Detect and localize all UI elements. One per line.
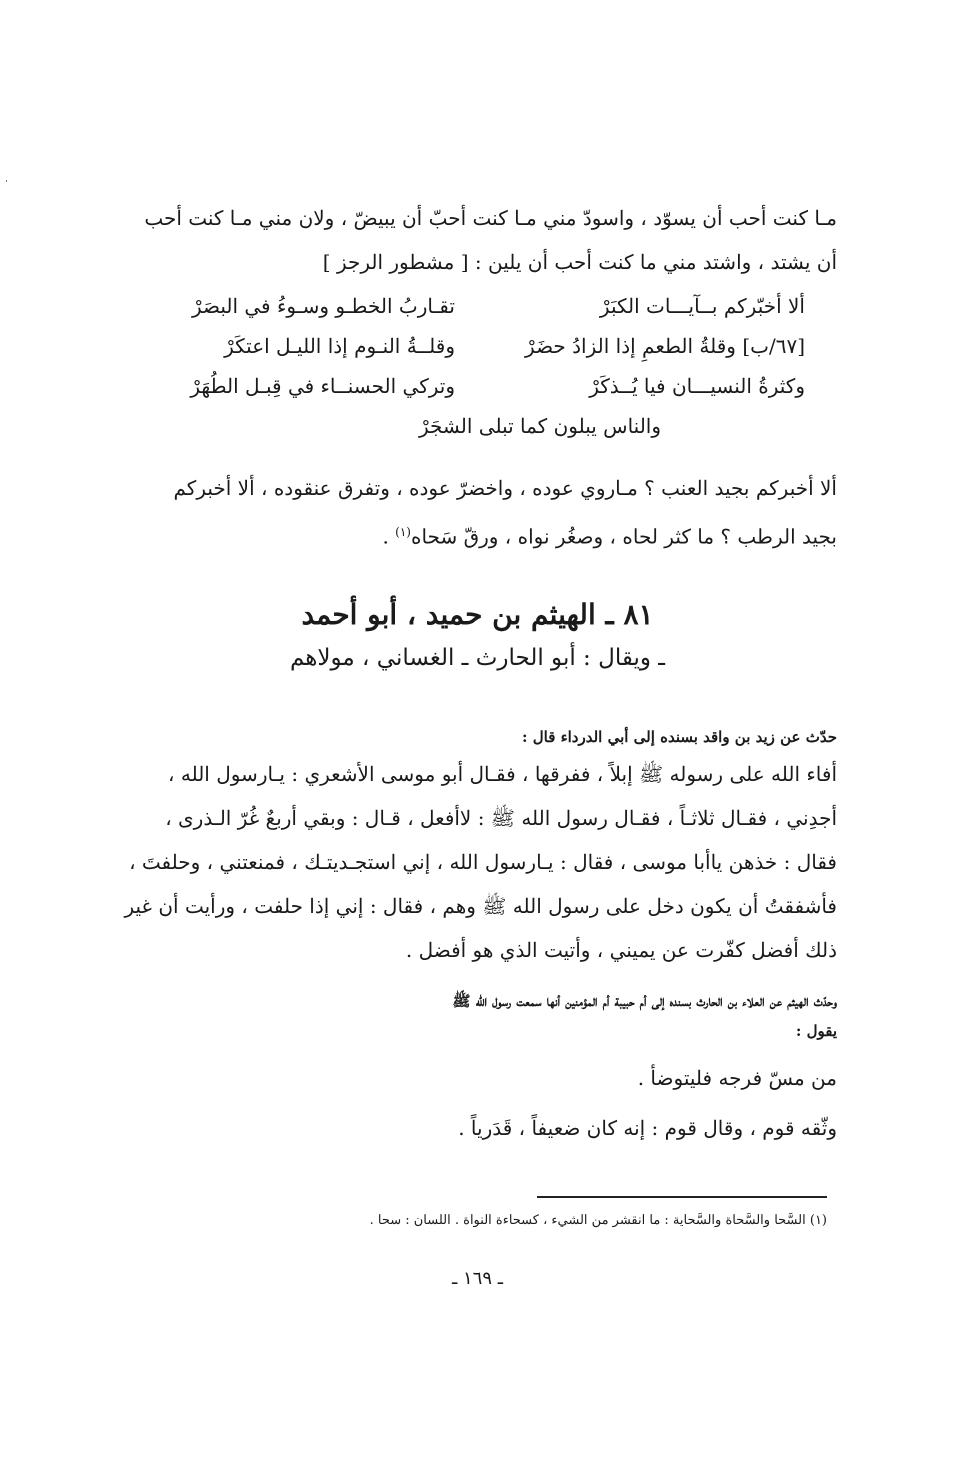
page-number: ـ ١٦٩ ـ: [451, 1268, 503, 1289]
second-line-2-end: .: [382, 524, 396, 549]
hadith-1-line-5: ذلك أفضل كفّرت عن يميني ، وأتيت الذي هو أفضل .: [405, 938, 837, 962]
intro-paragraph: [117, 196, 837, 284]
verse-1-first-hemistich: ألا أخبّركم بــآيـــات الكبَرْ: [599, 294, 805, 318]
second-line-1: ألا أخبركم بجيد العنب ؟ مـاروي عوده ، واخضرّ عوده ، وتفرق عنقوده ، ألا أخبركم: [173, 476, 837, 500]
hadith-1-line-2: أجدِني ، فقـال ثلاثـاً ، فقـال رسول الله ﷺ : لاأفعل ، قـال : وبقي أربعٌ غُرّ الـذرى ،: [165, 806, 837, 830]
footnote-1: (١) السَّحا والسَّحاة والسَّحاية : ما انقشر من الشيء ، كسحاءة النواة . اللسان : سحا .: [369, 1213, 827, 1228]
closing-block: [117, 1106, 837, 1150]
hadith-1-line-3: فقال : خذهن ياأبا موسى ، فقال : يـارسول الله ، إني استجـديتـك ، فمنعتني ، وحلفتَ ،: [129, 850, 837, 874]
hadith-1-line-4: فأشفقتُ أن يكون دخل على رسول الله ﷺ وهم ، فقال : إني إذا حلفت ، ورأيت أن غير: [124, 894, 837, 918]
intro-line-2: أن يشتد ، واشتد مني ما كنت أحب أن يلين : [ مشطور الرجز ]: [322, 250, 837, 274]
verse-3-second-hemistich: وتركي الحسنــاء في قِبـل الطُهَرْ: [190, 374, 455, 398]
verse-2-first-hemistich: [٦٧/ب] وقلةُ الطعمِ إذا الزادُ حضَرْ: [525, 334, 805, 358]
scan-speck: [6, 180, 7, 182]
intro-line-1: مـا كنت أحب أن يسوّد ، واسودّ مني مـا كنت أحبّ أن يبيضّ ، ولان مني مـا كنت أحب: [144, 206, 837, 230]
isnad-2-line-1: وحدّث الهيثم عن العلاء بن الحارث بسنده إلى أم حبيبة أم المؤمنين أنها سمعت رسول الله ﷺ: [452, 992, 837, 1010]
second-paragraph: [117, 466, 837, 559]
verse-2: [165, 326, 805, 366]
verse-2-second-hemistich: وقلــةُ النـوم إذا الليـل اعتكَرْ: [224, 334, 455, 358]
hadith-2-block: [117, 1056, 837, 1100]
poem: [165, 286, 805, 446]
hadith-1: [117, 752, 837, 972]
second-line-2-text: بجيد الرطب ؟ ما كثر لحاه ، وصغُر نواه ، ورقّ سَحاه: [410, 524, 837, 549]
biography-subheading: ـ ويقال : أبو الحارث ـ الغساني ، مولاهم: [289, 645, 666, 671]
verse-3-first-hemistich: وكثرةُ النسيـــان فيا يُــذكَرْ: [589, 374, 805, 398]
verse-final: والناس يبلون كما تبلى الشجَرْ: [418, 414, 662, 438]
verse-1: [165, 286, 805, 326]
isnad-2-line-2: يقول :: [795, 1022, 837, 1040]
footnote-marker: (١): [395, 525, 411, 539]
second-line-2: [117, 510, 837, 559]
isnad-2-block: [117, 986, 837, 1046]
hadith-2: من مسّ فرجه فليتوضأ .: [637, 1066, 837, 1090]
isnad-1: حدّث عن زيد بن واقد بسنده إلى أبي الدرداء قال :: [521, 728, 837, 746]
hadith-1-line-1: أفاء الله على رسوله ﷺ إبلاً ، ففرقها ، فقـال أبو موسى الأشعري : يـارسول الله ،: [168, 762, 837, 786]
biography-heading: ٨١ ـ الهيثم بن حميد ، أبو أحمد: [301, 598, 654, 631]
verse-3: [165, 366, 805, 406]
closing-line: وثّقه قوم ، وقال قوم : إنه كان ضعيفاً ، قَدَرياً .: [458, 1116, 837, 1140]
footnote-separator: [537, 1196, 827, 1198]
isnad-1-block: [117, 722, 837, 752]
verse-1-second-hemistich: تقـاربُ الخطـو وسـوءُ في البصَرْ: [191, 294, 455, 318]
